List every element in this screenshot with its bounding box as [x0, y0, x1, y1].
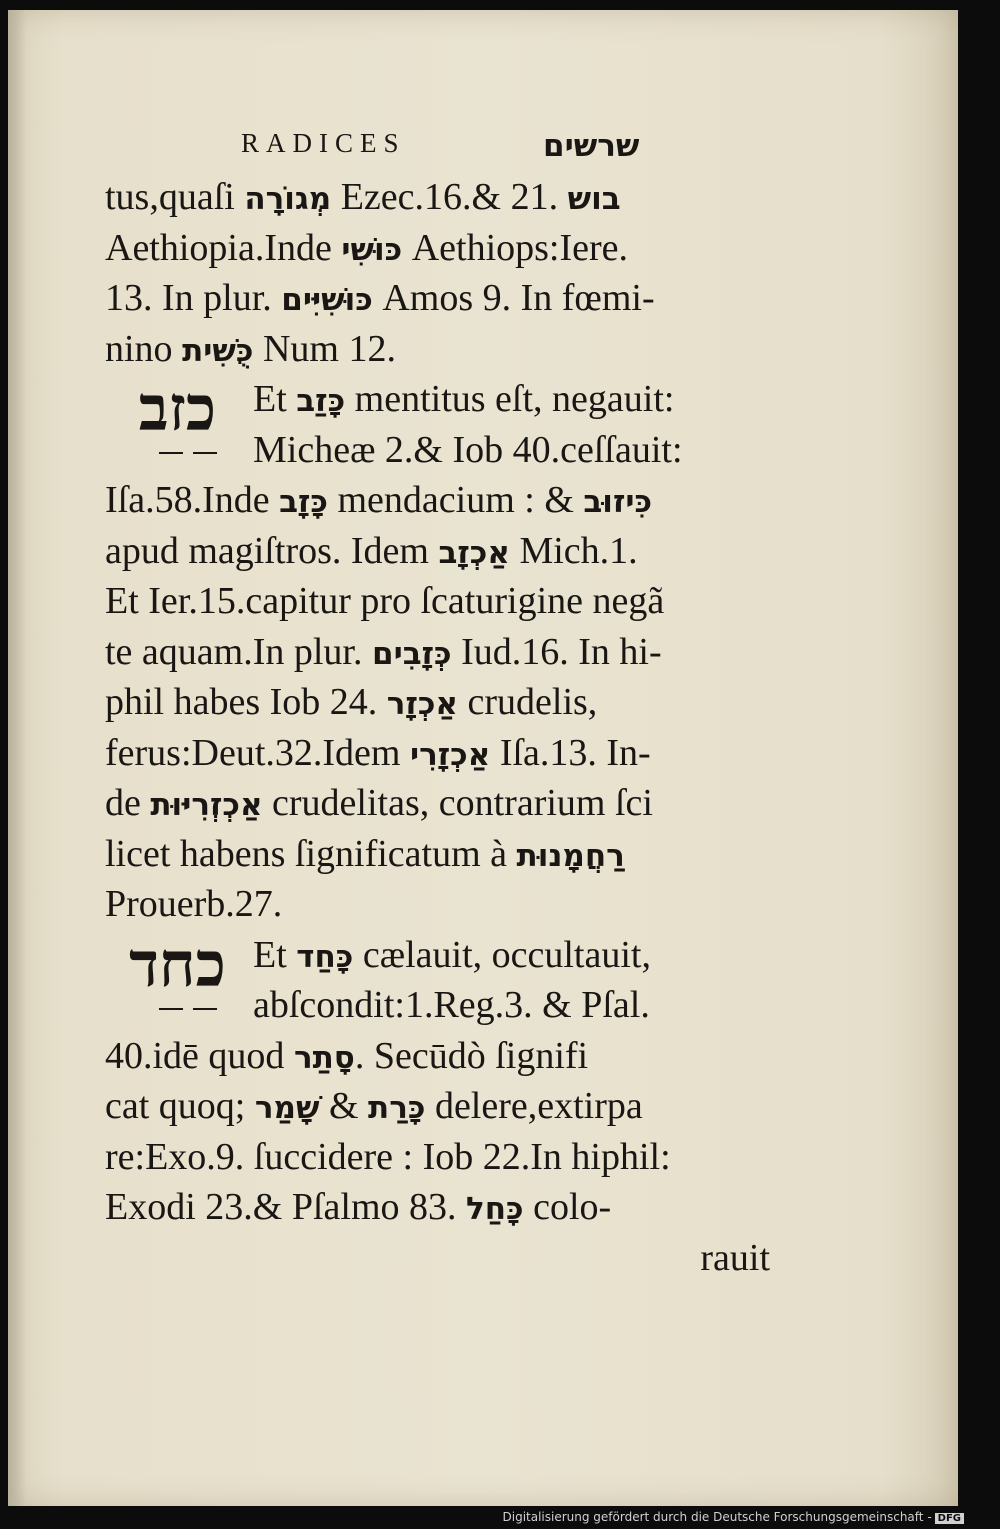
hebrew-word: אַכְזָב [438, 534, 510, 571]
hebrew-word: סָתַר [293, 1039, 355, 1076]
text-line: ferus:Deut.32.Idem אַכְזָרִי Iſa.13. In- [105, 731, 651, 774]
text-line: tus,quaſi מְגוֹרָה Ezec.16.& 21. בוש [105, 176, 621, 218]
hebrew-word: כֻּשִׁית [182, 332, 254, 369]
hebrew-word: כָּחַד [296, 938, 354, 975]
text-line: Et כָּחַד cælauit, occultauit, [253, 933, 651, 976]
dictionary-entry-kachad [105, 927, 770, 1233]
hebrew-word: כּוּשִׁי [341, 231, 403, 268]
hebrew-word: כִּיזוּב [583, 484, 653, 520]
text-line: Prouerb.27. [105, 883, 283, 925]
running-head-latin: RADICES [241, 128, 406, 158]
headword-marks [149, 1000, 229, 1020]
text-line: phil habes Iob 24. אַכְזָר crudelis, [105, 681, 598, 723]
running-head-hebrew: שרשים [543, 128, 640, 164]
hebrew-word: רַחֲמָנוּת [516, 837, 625, 874]
text-line: nino כֻּשִׁית Num 12. [105, 327, 396, 370]
stamp-text: Digitalisierung gefördert durch die Deutsche Forschungsgemeinschaft - [502, 1510, 932, 1524]
text-line: 40.idē quod סָתַר. Secūdò ſignifi [105, 1034, 589, 1077]
text-line: Micheæ 2.& Iob 40.ceſſauit: [253, 428, 683, 471]
text-line: Et Ier.15.capitur pro ſcaturigine negã [105, 580, 665, 622]
hebrew-word: כָּחַל [466, 1191, 524, 1227]
text-line: Aethiopia.Inde כּוּשִׁי Aethiops:Iere. [105, 226, 629, 269]
dfg-logo: DFG [935, 1513, 964, 1524]
headword: כחד [129, 927, 226, 1001]
hebrew-word: שָׁמַר [254, 1090, 320, 1126]
hebrew-word: כָּרַת [368, 1090, 426, 1126]
text-block [105, 128, 770, 1283]
hebrew-word: כּוּשִׁיִּים [281, 282, 373, 318]
text-line: abſcondit:1.Reg.3. & Pſal. [253, 984, 650, 1026]
text-line: apud magiſtros. Idem אַכְזָב Mich.1. [105, 529, 638, 572]
text-line: licet habens ſignificatum à רַחֲמָנוּת [105, 832, 625, 875]
text-line: cat quoq; שָׁמַר & כָּרַת delere,extirpa [105, 1085, 643, 1127]
text-line: te aquam.In plur. כְּזָבִים Iud.16. In hi- [105, 630, 662, 673]
running-head [105, 128, 770, 172]
hebrew-word: כְּזָבִים [371, 635, 452, 672]
text-line: 13. In plur. כּוּשִׁיִּים Amos 9. In fœmi- [105, 277, 655, 319]
page-gutter-shadow [8, 10, 26, 1506]
hebrew-word: מְגוֹרָה [244, 181, 332, 217]
headword: כזב [138, 372, 217, 445]
hebrew-word: כָּזָב [279, 484, 328, 520]
hebrew-word: אַכְזָרִי [409, 736, 491, 773]
catchword: rauit [700, 1236, 770, 1279]
hebrew-word: כָּזַב [296, 383, 346, 419]
text-line: Exodi 23.& Pſalmo 83. כָּחַל colo- [105, 1186, 612, 1228]
digitization-stamp [503, 1510, 965, 1524]
dictionary-entry-kazav [105, 374, 770, 930]
text-line: de אַכְזְרִיּוּת crudelitas, contrarium ſci [105, 782, 653, 824]
text-line: Et כָּזַב mentitus eſt, negauit: [253, 378, 675, 420]
hebrew-word: אַכְזָר [386, 686, 458, 722]
hebrew-word: אַכְזְרִיּוּת [150, 787, 263, 823]
headword-marks [149, 444, 229, 464]
text-line: Iſa.58.Inde כָּזָב mendacium : & כִּיזוּב [105, 479, 653, 521]
hebrew-word: בוש [567, 181, 621, 217]
text-line: re:Exo.9. ſuccidere : Iob 22.In hiphil: [105, 1135, 671, 1178]
